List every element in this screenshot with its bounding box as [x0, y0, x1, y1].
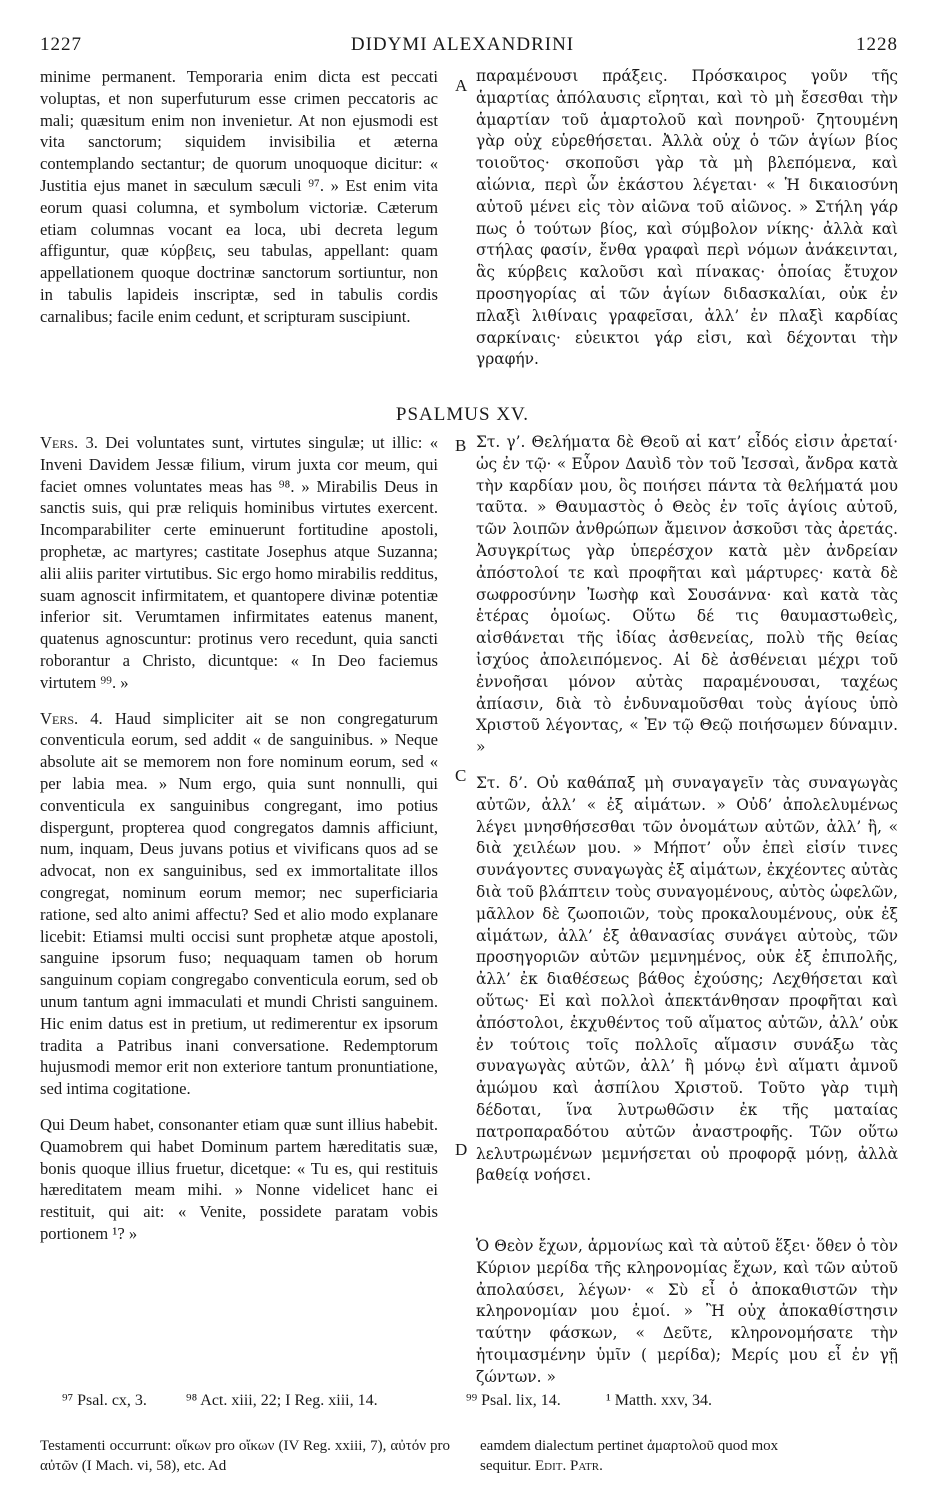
section-title: PSALMUS XV.: [395, 404, 530, 425]
latin-vers3-paragraph: [40, 432, 438, 694]
vers3-label: Vers. 3.: [40, 433, 98, 452]
footnote-97: ⁹⁷ Psal. cx, 3.: [62, 1392, 147, 1409]
editor-note-right: [480, 1436, 900, 1476]
margin-marker-d: D: [455, 1140, 468, 1159]
editor-note-right-line2: [480, 1456, 900, 1476]
latin-vers4-paragraph: [40, 708, 438, 1100]
latin-vers5-paragraph: Qui Deum habet, consonanter etiam quæ sunt illius habebit. Quamobrem qui habet Dominum partem hæreditatis suæ, bonis quoque illius fruetur, dicetque: « Tu es, qui restituis hæreditatem meam mihi. » Nonne videlicet hanc ei restituit, qui ait: « Venite, possidete paratam vobis portionem ¹? »: [40, 1114, 438, 1243]
page-number-left: 1227: [40, 34, 82, 55]
greek-column-main: [476, 432, 898, 1187]
margin-marker-c: C: [455, 766, 467, 785]
footnote-99: ⁹⁹ Psal. lix, 14.: [466, 1392, 561, 1409]
vers4-label: Vers. 4.: [40, 708, 103, 728]
footnote-98: ⁹⁸ Act. xiii, 22; I Reg. xiii, 14.: [186, 1392, 378, 1409]
editor-note-right-line1: eamdem dialectum pertinet ἁμαρτολοῦ quod mox: [480, 1438, 779, 1454]
greek-column-top: [476, 66, 898, 371]
greek-intro-paragraph: παραμένουσι πράξεις. Πρόσκαιρος γοῦν τῆς ἁμαρτίας ἀπόλαυσις εἴρηται, καὶ τὸ μὴ ἔσεσθαι τὴν ἁμαρτίαν τοῦ ἁμαρτολοῦ καὶ πονηροῦ· ζητουμένη γὰρ οὐχ εὑρεθήσεται. Ἀλλὰ οὐχ ὁ τῶν ἁγίων βίος τοιοῦτος· σκοποῦσι γὰρ τὰ μὴ βλεπόμενα, καὶ αἰώνια, περὶ ὧν ἑκάστου λέγεται· « Ἡ δικαιοσύνη αὐτοῦ μένει εἰς τὸν αἰῶνα τοῦ αἰῶνος. » Στήλη γάρ πως ὁ τούτων βίος, καὶ σύμβολον νίκης· ἀλλὰ καὶ στήλας φασίν, ἔνθα γραφαὶ περὶ νόμων ἀνάκεινται, ἃς κύρβεις καλοῦσι καὶ πίνακας· ὁποίας ἔτυχον προσηγορίας αἱ τῶν ἁγίων διδασκαλίαι, οὐκ ἐν πλαξὶ λιθίναις γραφεῖσαι, ἀλλ’ ἐν πλαξὶ καρδίας σαρκίναις· εὐεικτοι γάρ εἰσι, καὶ δέχονται τὴν γραφήν.: [476, 67, 898, 369]
greek-column-end: [476, 1236, 898, 1389]
latin-intro-paragraph: minime permanent. Temporaria enim dicta est peccati voluptas, et non superfuturum esse crimen peccatoris ac mali; quæsitum enim non invenietur. At non ejusmodi est vita sanctorum; siquidem invisibilia et æterna contemplando sectantur; de quorum unoquoque dicitur: « Justitia ejus manet in sæculum sæculi ⁹⁷. » Est enim vita eorum quasi columna, et symbolum victoriæ. Cæterum etiam columnas vocant ea loca, ubi decreta legum affiguntur, quæ κύρβεις, seu tabulas, appellant: quam appellationem quoque doctrinæ sanctorum sortiuntur, non in tabulis lapideis inscriptæ, sed in tabulis cordis carnalibus; facile enim cedunt, et scripturam suscipiunt.: [40, 67, 438, 326]
editor-note-left: Testamenti occurrunt: οἴκων pro οἴκων (IV Reg. xxiii, 7), αὐτόν pro αὐτῶν (I Mach. vi, 58), etc. Ad: [40, 1438, 450, 1474]
running-title: DIDYMI ALEXANDRINI: [350, 34, 575, 55]
greek-st5-paragraph: Ὁ Θεὸν ἔχων, ἁρμονίως καὶ τὰ αὐτοῦ ἕξει· ὅθεν ὁ τὸν Κύριον μερίδα τῆς κληρονομίας ἔχων, καὶ τῶν αὐτοῦ ἀπολαύσει, λέγων· « Σὺ εἶ ὁ ἀποκαθιστῶν τὴν κληρονομίαν μου ἐμοί. » Ἢ οὐχ ἀποκαθίστησιν ταύτην φάσκων, « Δεῦτε, κληρονομήσατε τὴν ἡτοιμασμένην ὑμῖν ( μερίδα); Μερίς μου εἶ ἐν γῇ ζώντων. »: [476, 1237, 898, 1386]
page-number-right: 1228: [856, 34, 898, 55]
margin-marker-b: B: [455, 436, 467, 455]
latin-column-main: [40, 432, 438, 1245]
greek-st3-paragraph: Στ. γ’. Θελήματα δὲ Θεοῦ αἱ κατ’ εἶδός εἰσιν ἀρεταί· ὡς ἐν τῷ· « Εὗρον Δαυὶδ τὸν τοῦ Ἰεσσαὶ, ἄνδρα κατὰ τὴν καρδίαν μου, ὃς ποιήσει πάντα τὰ θελήματά μου ταῦτα. » Θαυμαστὸς ὁ Θεὸς ἐν τοῖς ἁγίοις αὐτοῦ, τῶν λοιπῶν ἀνθρώπων ἄμεινον ἀσκοῦσι τὰς ἀρετάς. Ἀσυγκρίτως γὰρ ὑπερέσχον κατὰ μὲν ἀνδρείαν ἀπόστολοί τε καὶ προφῆται καὶ μάρτυρες· κατὰ δὲ σωφροσύνην Ἰωσὴφ καὶ Σουσάννα· καὶ κατὰ τὰς ἑτέρας ὁμοίως. Οὕτω δέ τις θαυμαστωθεὶς, αἰσθάνεται τῆς ἰδίας ἀσθενείας, πολὺ τῆς θείας ἰσχύος ἀπολειπόμενος. Αἱ δὲ ἀσθένειαι μέχρι τοῦ ἐννοῆσαι μόνον αὐτὰς παραμένουσαι, ταχέως ἀπίασιν, διὰ τὸ ἐνδυναμοῦσθαι τοὺς ἁγίους ὑπὸ Χριστοῦ λέγοντας, « Ἐν τῷ Θεῷ ποιήσωμεν δύναμιν. »: [476, 433, 898, 757]
editor-note-sequitur: sequitur.: [480, 1458, 532, 1474]
footnote-1: ¹ Matth. xxv, 34.: [606, 1392, 712, 1409]
vers4-text: Haud simpliciter ait se non congregaturum conventicula eorum, sed addit « de sanguinibus. » Neque absolute ait se memorem non fore nominum eorum, sed « per labia mea. » Num ergo, quia sunt nonnulli, qui conventicula ex sanguinibus congregant, imo potius dispergunt, propterea quod congregatos damnis afficiunt, num, inquam, Deus juvans potius et vivificans quos ad se advocat, non ex sanguinibus, sed ex immortalitate illos congregat, nominum eorum memor; nec superficiaria ratione, sed alto animi affectu? Sed et alio modo explanare licebit: Etiamsi multi occisi sunt prophetæ atque apostoli, sanguine ipsorum fuso; nequaquam tamen ob horum sanguinum copiam congregabo conventicula eorum, sed ob unum tantum agni immaculati et mundi Christi sanguinem. Hic enim datus est in pretium, ut redimerentur ex ipsorum tradita a Patribus inani conversatione. Redemptorum hujusmodi memor erit non exteriore tantum pronuntiatione, sed intima cogitatione.: [40, 708, 438, 1099]
latin-column-top: [40, 66, 438, 328]
margin-marker-a: A: [455, 76, 468, 95]
vers3-text: Dei voluntates sunt, virtutes singulæ; ut illic: « Inveni Davidem Jessæ filium, virum juxta cor meum, qui faciet omnes voluntates meas has ⁹⁸. » Mirabilis Deus in sanctis suis, qui præ reliquis hominibus virtutes exercent. Incomparabiliter certe eminuerunt fortitudine apostoli, prophetæ, ac martyres; castitate Josephus atque Suzanna; alii aliis pariter virtutibus. Sic ergo homo mirabilis redditus, suam agnoscit infirmitatem, et quantopere divinæ potentiæ inferior sit. Verumtamen infirmitates eatenus manent, quatenus agnoscuntur: protinus vero recedunt, quia sancti roborantur a Christo, dicuntque: « In Deo faciemus virtutem ⁹⁹. »: [40, 433, 439, 692]
greek-st4-paragraph: Στ. δ’. Οὐ καθάπαξ μὴ συναγαγεῖν τὰς συναγωγὰς αὐτῶν, ἀλλ’ « ἐξ αἱμάτων. » Οὐδ’ ἀπολελυμένως λέγει μνησθήσεσθαι τῶν ὀνομάτων αὐτῶν, ἀλλ’ ἢ, « διὰ χειλέων μου. » Μήποτ’ οὖν ἐπεὶ εἰσίν τινες συνάγοντες συναγωγὰς ἐξ αἱμάτων, ἐκχέοντες αὐτὰς διὰ τοῦ βλάπτειν τοὺς συναγομένους, αὐτὸς ὠφελῶν, μᾶλλον δὲ ζωοποιῶν, τοὺς προκαλουμένους, οὐκ ἐξ αἱμάτων, ἀλλ’ ἐξ ἀθανασίας συνάγει αὐτοὺς, τῶν προσηγοριῶν αὐτῶν μεμνημένος, οὐκ ἐξ ἐπιπολῆς, ἀλλ’ ἐκ διαθέσεως βάθος ἐχούσης; Λεχθήσεται καὶ οὕτως· Εἰ καὶ πολλοὶ ἀπεκτάνθησαν προφῆται καὶ ἀπόστολοι, ἐκχυθέντος τοῦ αἵματος αὐτῶν, ἀλλ’ οὐκ ἐν τούτοις τοῖς πολλοῖς αἵμασιν συνάξω τὰς συναγωγὰς αὐτῶν, ἀλλ’ ἢ μόνῳ ἑνὶ αἵματι ἀμνοῦ ἀμώμου καὶ ἀσπίλου Χριστοῦ. Τοῦτο γὰρ τιμὴ δέδοται, ἵνα λυτρωθῶσιν ἐκ τῆς ματαίας πατροπαραδότου αὐτῶν ἀναστροφῆς. Τῶν οὕτω λελυτρωμένων μεμνήσεται οὐ προφορᾷ μόνῃ, ἀλλὰ βαθείᾳ νοήσει.: [476, 773, 898, 1185]
editor-signature: Edit. Patr.: [535, 1458, 603, 1474]
